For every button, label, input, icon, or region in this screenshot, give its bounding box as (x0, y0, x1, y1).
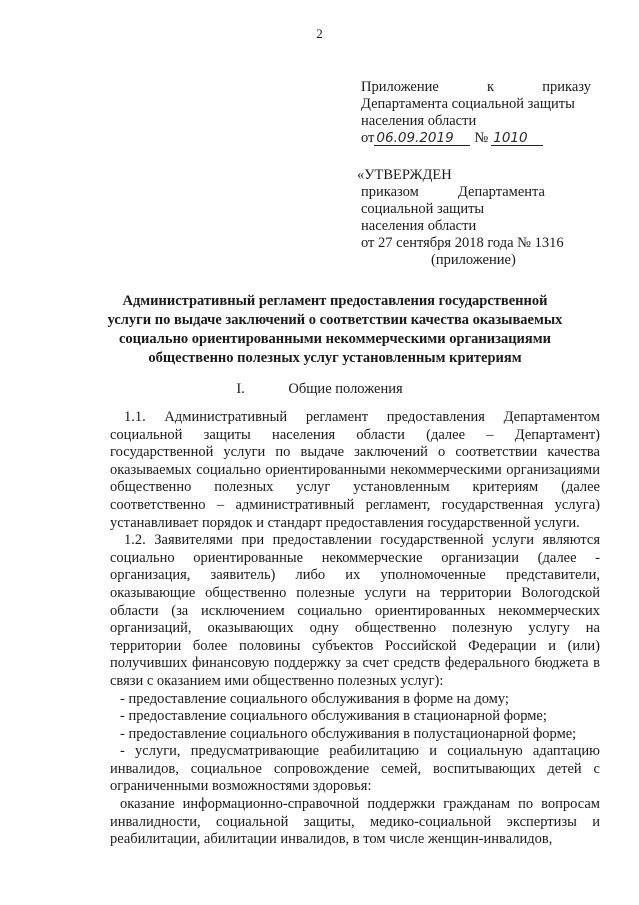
section-title: Общие положения (288, 381, 403, 397)
list-item-rehabilitation: - услуги, предусматривающие реабилитацию и социальную адаптацию инвалидов, социальное сопровождение семей, воспитывающих детей с ограниченными возможностями здоровья: (110, 743, 600, 795)
appendix-block (361, 79, 591, 147)
paragraph-1-2: 1.2. Заявителями при предоставлении государственной услуги являются социально ориентированные некоммерческие организации (далее - организация, заявитель) либо их уполномоченные представители, оказывающие общественно полезные услуги на территории Вологодской области (за исключением социально ориентированных некоммерческих организаций, оказывающих одну общественно полезную услугу на территории более половины субъектов Российской Федерации и (или) получивших финансовую поддержку за счет средств федерального бюджета в связи с оказанием ими общественно полезных услуг): (110, 532, 600, 689)
appendix-word-2: к (487, 79, 495, 95)
appendix-word-3: приказу (542, 79, 591, 95)
list-item-home-service: - предоставление социального обслуживания в форме на дому; (120, 690, 509, 707)
approved-line-6: (приложение) (431, 252, 516, 268)
appendix-line-1 (361, 79, 591, 96)
title-line-2: услуги по выдаче заключений о соответствии качества оказываемых (107, 312, 563, 328)
title-line-1: Административный регламент предоставления государственной (122, 293, 548, 309)
number-sign: № (474, 130, 489, 146)
approved-heading: «УТВЕРЖДЕН (357, 167, 452, 183)
section-heading (0, 381, 639, 398)
document-body (110, 409, 600, 849)
approved-line-5: от 27 сентября 2018 года № 1316 (361, 235, 564, 251)
paragraph-1-1: 1.1. Административный регламент предоставления Департаментом социальной защиты населения области (далее – Департамент) государственной услуги по выдаче заключений о соответствии качества оказываемых социально ориентированными некоммерческими организациями общественно полезных услуг установленным критериям (далее соответственно – административный регламент, государственная услуга) устанавливает порядок и стандарт предоставления государственной услуги. (110, 409, 600, 531)
list-item-semistationary-service: - предоставление социального обслуживания в полустационарной форме; (120, 725, 577, 742)
handwritten-order-number: 1010 (491, 131, 543, 146)
appendix-order-line (361, 130, 591, 147)
section-number: I. (236, 381, 245, 397)
approved-line-2 (357, 184, 545, 201)
approved-word-department: Департамента (457, 184, 545, 200)
page-number: 2 (316, 26, 323, 41)
title-line-4: общественно полезных услуг установленным критериям (148, 350, 522, 366)
handwritten-order-date: 06.09.2019 (374, 131, 470, 146)
order-prefix: от (361, 130, 375, 146)
list-item-info-support: оказание информационно-справочной поддержки гражданам по вопросам инвалидности, социальной защиты, медико-социальной экспертизы и реабилитации, абилитации инвалидов, в том числе женщин-инвалидов, (110, 796, 600, 848)
approved-line-4: населения области (361, 218, 477, 234)
approved-word-order: приказом (361, 184, 419, 200)
appendix-word-1: Приложение (361, 79, 439, 95)
appendix-line-2: Департамента социальной защиты (361, 96, 575, 112)
approved-block (357, 167, 597, 269)
list-item-stationary-service: - предоставление социального обслуживания в стационарной форме; (120, 708, 547, 725)
document-title (95, 292, 575, 368)
appendix-line-3: населения области (361, 113, 477, 129)
approved-line-3: социальной защиты (361, 201, 485, 217)
title-line-3: социально ориентированными некоммерческими организациями (119, 331, 551, 347)
